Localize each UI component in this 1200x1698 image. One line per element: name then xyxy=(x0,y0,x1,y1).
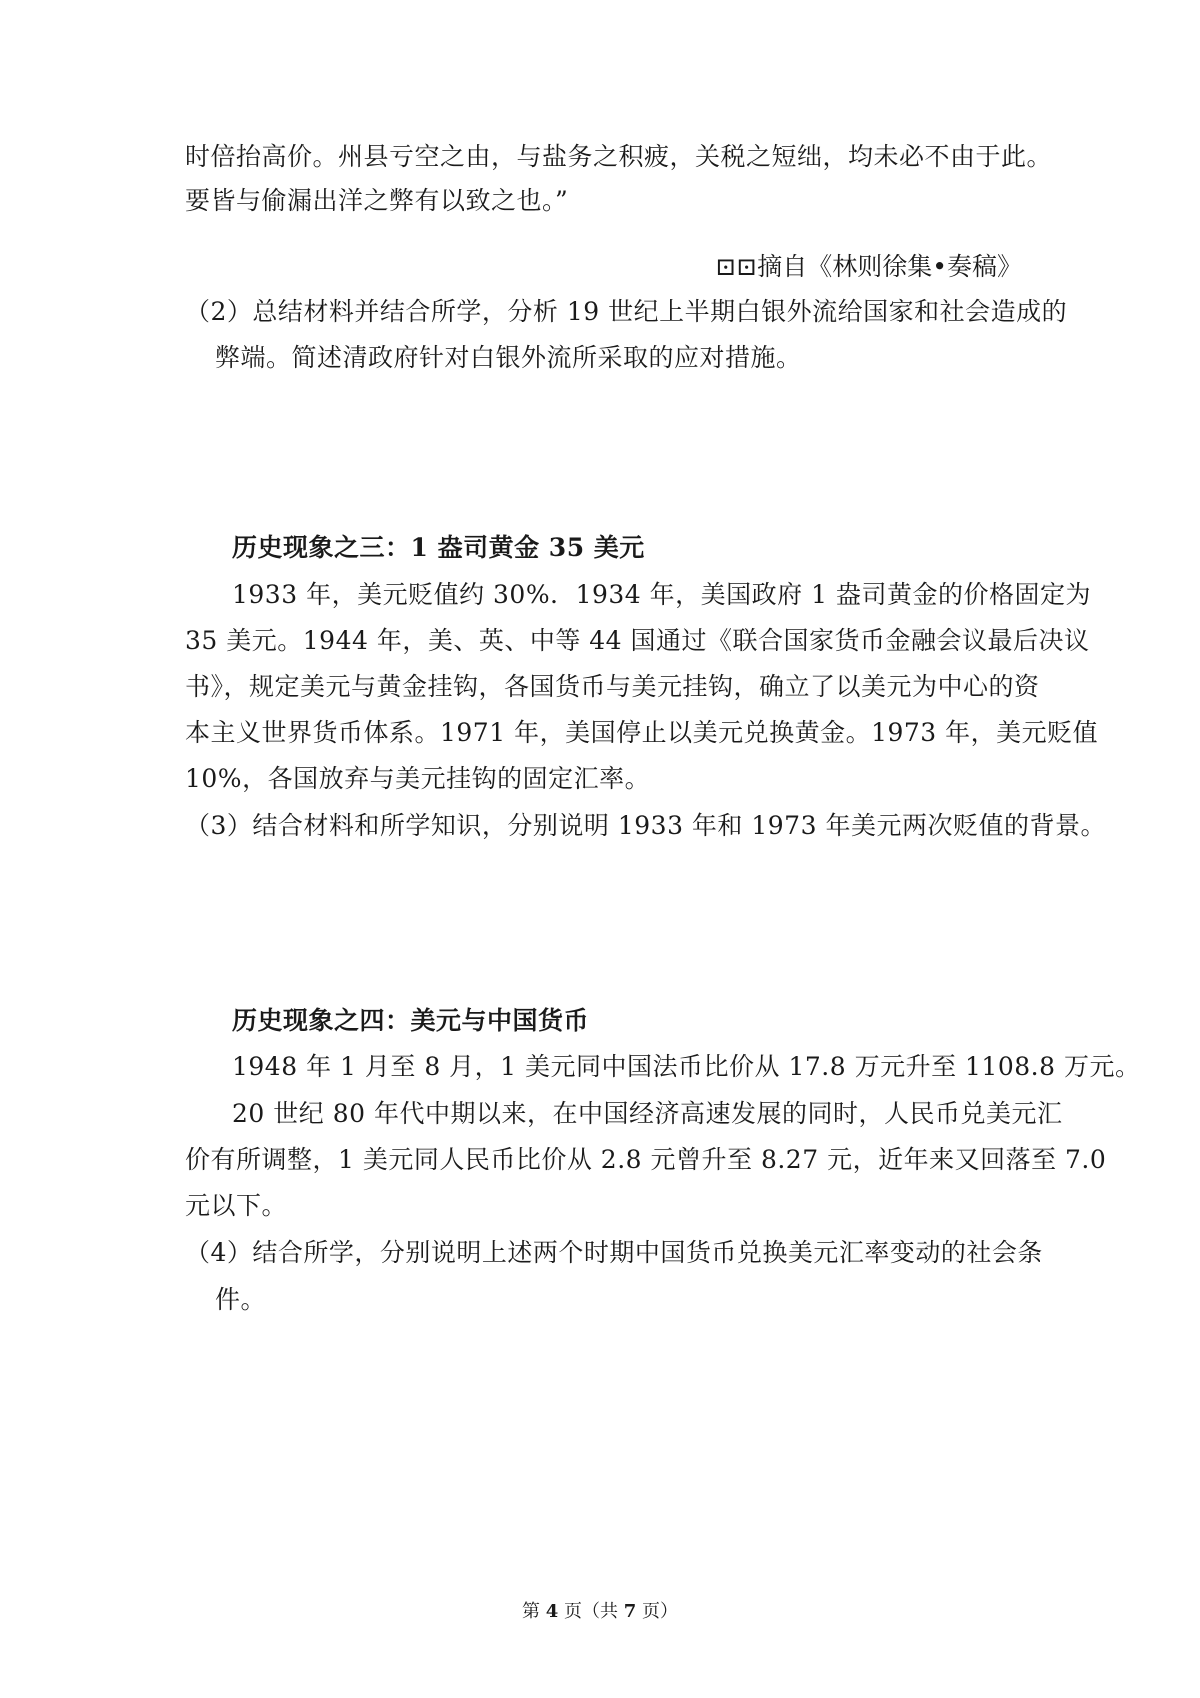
section3-line-4: 本主义世界货币体系。1971 年，美国停止以美元兑换黄金。1973 年，美元贬值 xyxy=(185,718,1099,747)
section3-line-1: 1933 年，美元贬值约 30%．1934 年，美国政府 1 盎司黄金的价格固定为 xyxy=(232,580,1091,609)
section4-line-2: 20 世纪 80 年代中期以来，在中国经济高速发展的同时，人民币兑美元汇 xyxy=(232,1099,1063,1128)
footer-total-pages: 7 xyxy=(623,1601,637,1622)
footer-middle: 页（共 xyxy=(558,1601,624,1622)
material-source: ⊡⊡摘自《林则徐集•奏稿》 xyxy=(715,252,1022,281)
question2-line-2: 弊端。简述清政府针对白银外流所采取的应对措施。 xyxy=(215,343,802,372)
section4-line-1: 1948 年 1 月至 8 月，1 美元同中国法币比价从 17.8 万元升至 1108.8 万元。 xyxy=(232,1052,1141,1081)
footer-prefix: 第 xyxy=(522,1601,546,1622)
page-footer xyxy=(0,1600,1200,1624)
material2-line-1: 时倍抬高价。州县亏空之由，与盐务之积疲，关税之短绌，均未必不由于此。 xyxy=(185,142,1053,171)
footer-page-number: 4 xyxy=(545,1601,559,1622)
section3-line-3: 书》，规定美元与黄金挂钩，各国货币与美元挂钩，确立了以美元为中心的资 xyxy=(185,672,1040,701)
material2-line-2: 要皆与偷漏出洋之弊有以致之也。” xyxy=(185,186,569,215)
question2-line-1: （2）总结材料并结合所学，分析 19 世纪上半期白银外流给国家和社会造成的 xyxy=(185,297,1068,326)
question3: （3）结合材料和所学知识，分别说明 1933 年和 1973 年美元两次贬值的背景。 xyxy=(185,811,1106,840)
question4-line-2: 件。 xyxy=(215,1285,267,1314)
section3-line-2: 35 美元。1944 年，美、英、中等 44 国通过《联合国家货币金融会议最后决议 xyxy=(185,626,1090,655)
section4-heading: 历史现象之四：美元与中国货币 xyxy=(232,1006,590,1035)
question4-line-1: （4）结合所学，分别说明上述两个时期中国货币兑换美元汇率变动的社会条 xyxy=(185,1238,1043,1267)
footer-suffix: 页） xyxy=(636,1601,678,1622)
section4-line-3: 价有所调整，1 美元同人民币比价从 2.8 元曾升至 8.27 元，近年来又回落至 7.0 xyxy=(185,1145,1107,1174)
section3-heading: 历史现象之三：1 盎司黄金 35 美元 xyxy=(232,533,645,562)
section3-line-5: 10%，各国放弃与美元挂钩的固定汇率。 xyxy=(185,764,651,793)
section4-line-4: 元以下。 xyxy=(185,1191,288,1220)
